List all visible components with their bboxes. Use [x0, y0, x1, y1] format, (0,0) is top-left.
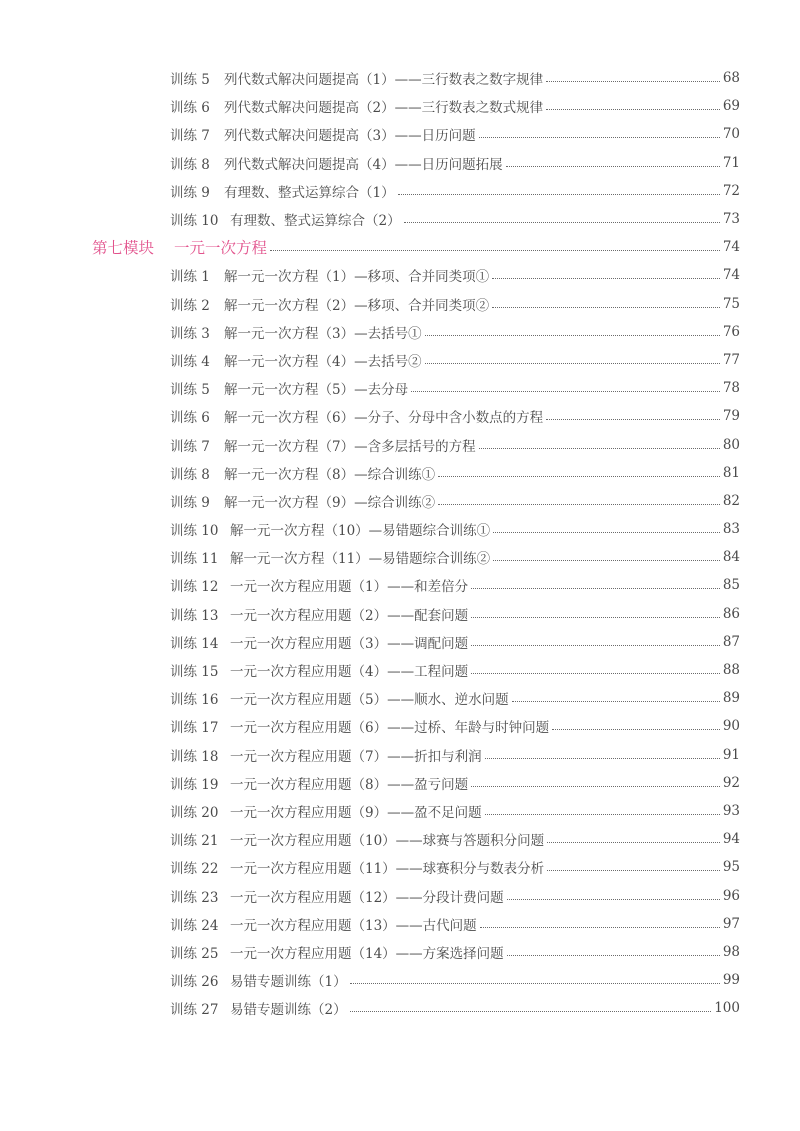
page-number: 79: [722, 408, 740, 425]
toc-entry[interactable]: [0, 712, 740, 740]
entry-title: 解一元一次方程（8）—综合训练①: [224, 466, 436, 483]
dot-leader: [270, 240, 720, 254]
dot-leader: [471, 607, 720, 621]
entry-title: 列代数式解决问题提高（2）——三行数表之数式规律: [224, 100, 544, 117]
page-number: 74: [722, 239, 740, 256]
dot-leader: [547, 832, 720, 846]
toc-entry[interactable]: [0, 515, 740, 543]
dot-leader: [552, 719, 720, 733]
page-number: 82: [722, 492, 740, 509]
dot-leader: [411, 381, 720, 395]
entry-title: 一元一次方程应用题（6）——过桥、年龄与时钟问题: [230, 720, 550, 737]
entry-title: 解一元一次方程（2）—移项、合并同类项②: [224, 297, 490, 314]
entry-label: 训练 15: [170, 664, 219, 681]
dot-leader: [493, 522, 720, 536]
module-label: 第七模块: [92, 239, 155, 258]
dot-leader: [438, 494, 720, 508]
page-number: 87: [722, 633, 740, 650]
page-number: 94: [722, 831, 740, 848]
entry-title: 一元一次方程应用题（9）——盈不足问题: [230, 804, 482, 821]
entry-label: 训练 26: [170, 974, 219, 991]
dot-leader: [507, 945, 720, 959]
entry-label: 训练 25: [170, 945, 219, 962]
entry-title: 解一元一次方程（9）—综合训练②: [224, 494, 436, 511]
entry-title: 解一元一次方程（7）—含多层括号的方程: [224, 438, 476, 455]
toc-entry[interactable]: [0, 797, 740, 825]
entry-label: 训练 20: [170, 804, 219, 821]
entry-label: 训练 13: [170, 607, 219, 624]
toc-entry[interactable]: [0, 261, 740, 289]
entry-label: 训练 16: [170, 692, 219, 709]
dot-leader: [480, 917, 720, 931]
dot-leader: [425, 353, 720, 367]
dot-leader: [485, 748, 720, 762]
page-number: 76: [722, 323, 740, 340]
entry-label: 训练 3: [170, 325, 210, 342]
entry-label: 训练 10: [170, 523, 219, 540]
dot-leader: [492, 297, 720, 311]
dot-leader: [438, 466, 720, 480]
dot-leader: [512, 691, 720, 705]
entry-title: 一元一次方程应用题（7）——折扣与利润: [230, 748, 482, 765]
page-number: 89: [722, 690, 740, 707]
dot-leader: [546, 71, 720, 85]
toc-entry[interactable]: [0, 825, 740, 853]
dot-leader: [493, 550, 720, 564]
entry-title: 解一元一次方程（1）—移项、合并同类项①: [224, 269, 490, 286]
page-number: 84: [722, 549, 740, 566]
toc-entry[interactable]: [0, 966, 740, 994]
toc-entry[interactable]: [0, 656, 740, 684]
toc-entry[interactable]: [0, 290, 740, 318]
entry-label: 训练 8: [170, 156, 210, 173]
dot-leader: [479, 127, 720, 141]
entry-title: 一元一次方程应用题（14）——方案选择问题: [230, 945, 504, 962]
dot-leader: [471, 776, 720, 790]
toc-entry[interactable]: [0, 881, 740, 909]
entry-title: 一元一次方程应用题（5）——顺水、逆水问题: [230, 692, 509, 709]
toc-entry[interactable]: [0, 628, 740, 656]
page-number: 96: [722, 887, 740, 904]
toc-entry[interactable]: [0, 459, 740, 487]
entry-label: 训练 7: [170, 128, 210, 145]
entry-title: 一元一次方程应用题（3）——调配问题: [230, 635, 469, 652]
entry-title: 一元一次方程应用题（10）——球赛与答题积分问题: [230, 833, 545, 850]
entry-label: 训练 18: [170, 748, 219, 765]
table-of-contents: [0, 64, 800, 1022]
toc-entry[interactable]: [0, 318, 740, 346]
entry-title: 易错专题训练（1）: [230, 974, 347, 991]
entry-label: 训练 6: [170, 100, 210, 117]
toc-entry[interactable]: [0, 487, 740, 515]
entry-label: 训练 19: [170, 776, 219, 793]
page-number: 73: [722, 211, 740, 228]
dot-leader: [546, 409, 720, 423]
dot-leader: [485, 804, 720, 818]
dot-leader: [471, 635, 720, 649]
page-number: 80: [722, 436, 740, 453]
entry-title: 列代数式解决问题提高（3）——日历问题: [224, 128, 476, 145]
toc-entry[interactable]: [0, 149, 740, 177]
dot-leader: [398, 184, 720, 198]
entry-label: 训练 6: [170, 410, 210, 427]
page-number: 72: [722, 182, 740, 199]
page-number: 95: [722, 859, 740, 876]
page-number: 68: [722, 70, 740, 87]
dot-leader: [546, 99, 720, 113]
entry-label: 训练 5: [170, 72, 210, 89]
entry-title: 解一元一次方程（3）—去括号①: [224, 325, 422, 342]
toc-entry[interactable]: [0, 938, 740, 966]
dot-leader: [506, 156, 720, 170]
entry-label: 训练 5: [170, 382, 210, 399]
page-number: 93: [722, 802, 740, 819]
entry-title: 一元一次方程应用题（11）——球赛积分与数表分析: [230, 861, 545, 878]
page-number: 92: [722, 774, 740, 791]
dot-leader: [471, 578, 720, 592]
entry-title: 有理数、整式运算综合（1）: [224, 184, 395, 201]
entry-title: 列代数式解决问题提高（1）——三行数表之数字规律: [224, 72, 544, 89]
entry-label: 训练 21: [170, 833, 219, 850]
entry-title: 解一元一次方程（4）—去括号②: [224, 353, 422, 370]
entry-label: 训练 4: [170, 353, 210, 370]
page-number: 91: [722, 746, 740, 763]
page-number: 81: [722, 464, 740, 481]
entry-label: 训练 17: [170, 720, 219, 737]
toc-entry[interactable]: [0, 543, 740, 571]
dot-leader: [547, 860, 720, 874]
page-number: 83: [722, 521, 740, 538]
dot-leader: [507, 889, 720, 903]
entry-label: 训练 22: [170, 861, 219, 878]
page-number: 75: [722, 295, 740, 312]
toc-entry[interactable]: [0, 994, 740, 1022]
page-number: 97: [722, 915, 740, 932]
entry-label: 训练 11: [170, 551, 219, 568]
entry-title: 有理数、整式运算综合（2）: [230, 213, 401, 230]
page-number: 100: [714, 1000, 740, 1017]
entry-title: 易错专题训练（2）: [230, 1002, 347, 1019]
module-heading[interactable]: [0, 233, 740, 261]
dot-leader: [350, 1001, 712, 1015]
entry-label: 训练 2: [170, 297, 210, 314]
entry-label: 训练 24: [170, 917, 219, 934]
entry-title: 一元一次方程应用题（12）——分段计费问题: [230, 889, 504, 906]
page-number: 99: [722, 972, 740, 989]
entry-label: 训练 7: [170, 438, 210, 455]
toc-entry[interactable]: [0, 430, 740, 458]
dot-leader: [350, 973, 720, 987]
entry-label: 训练 8: [170, 466, 210, 483]
entry-title: 一元一次方程应用题（1）——和差倍分: [230, 579, 469, 596]
entry-label: 训练 14: [170, 635, 219, 652]
entry-title: 解一元一次方程（5）—去分母: [224, 382, 409, 399]
toc-entry[interactable]: [0, 571, 740, 599]
entry-title: 一元一次方程应用题（4）——工程问题: [230, 664, 469, 681]
entry-title: 一元一次方程应用题（13）——古代问题: [230, 917, 477, 934]
toc-entry[interactable]: [0, 346, 740, 374]
dot-leader: [492, 268, 720, 282]
page-number: 85: [722, 577, 740, 594]
entry-label: 训练 1: [170, 269, 210, 286]
entry-label: 训练 9: [170, 494, 210, 511]
page-number: 71: [722, 154, 740, 171]
toc-entry[interactable]: [0, 402, 740, 430]
toc-entry[interactable]: [0, 374, 740, 402]
entry-title: 解一元一次方程（10）—易错题综合训练①: [230, 523, 491, 540]
dot-leader: [479, 438, 720, 452]
toc-entry[interactable]: [0, 769, 740, 797]
toc-entry[interactable]: [0, 600, 740, 628]
entry-title: 解一元一次方程（6）—分子、分母中含小数点的方程: [224, 410, 544, 427]
dot-leader: [425, 325, 720, 339]
entry-title: 一元一次方程应用题（8）——盈亏问题: [230, 776, 469, 793]
entry-label: 训练 12: [170, 579, 219, 596]
page-number: 88: [722, 662, 740, 679]
toc-entry[interactable]: [0, 205, 740, 233]
entry-title: 一元一次方程应用题（2）——配套问题: [230, 607, 469, 624]
toc-entry[interactable]: [0, 910, 740, 938]
entry-label: 训练 27: [170, 1002, 219, 1019]
toc-entry[interactable]: [0, 741, 740, 769]
page-number: 70: [722, 126, 740, 143]
page-number: 90: [722, 718, 740, 735]
entry-title: 列代数式解决问题提高（4）——日历问题拓展: [224, 156, 503, 173]
toc-entry[interactable]: [0, 684, 740, 712]
toc-entry[interactable]: [0, 64, 740, 92]
toc-entry[interactable]: [0, 177, 740, 205]
page-number: 69: [722, 98, 740, 115]
toc-entry[interactable]: [0, 853, 740, 881]
module-title: 一元一次方程: [174, 239, 268, 258]
page-number: 74: [722, 267, 740, 284]
page-number: 77: [722, 351, 740, 368]
page-number: 86: [722, 605, 740, 622]
toc-entry[interactable]: [0, 120, 740, 148]
toc-entry[interactable]: [0, 92, 740, 120]
entry-title: 解一元一次方程（11）—易错题综合训练②: [230, 551, 491, 568]
entry-label: 训练 9: [170, 184, 210, 201]
dot-leader: [404, 212, 720, 226]
dot-leader: [471, 663, 720, 677]
page-number: 98: [722, 943, 740, 960]
page-number: 78: [722, 380, 740, 397]
entry-label: 训练 23: [170, 889, 219, 906]
entry-label: 训练 10: [170, 213, 219, 230]
